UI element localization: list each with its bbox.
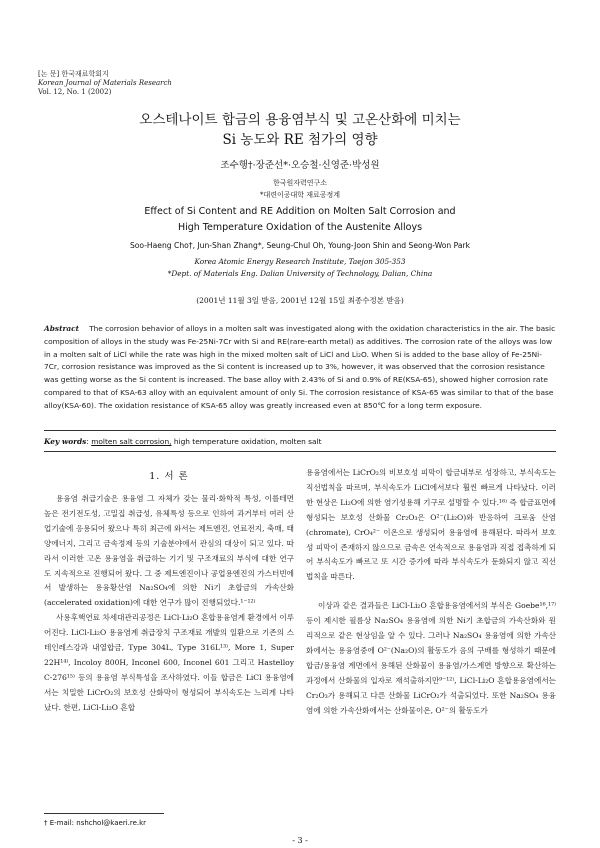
korean-title-line2: Si 농도와 RE 첨가의 영향 — [222, 132, 378, 148]
english-affiliation-1: Korea Atomic Energy Research Institute, Taejon 305-353 — [194, 257, 406, 266]
right-column — [306, 466, 556, 719]
keywords-rest: high temperature oxidation, molten salt — [171, 437, 322, 446]
korean-affiliation-1: 한국원자력연구소 — [272, 179, 328, 187]
korean-affiliation-2: *대련이공대학 재료공정계 — [259, 191, 341, 199]
received-dates: (2001년 11월 3일 받음, 2001년 12월 15일 최종수정본 받음) — [196, 296, 404, 305]
left-column — [44, 492, 294, 716]
page-number: - 3 - — [292, 836, 308, 845]
journal-volume: Vol. 12, No. 1 (2002) — [38, 88, 112, 96]
intro-paragraph-1: 용융염 취급기술은 용융염 그 자체가 갖는 물리·화학적 특성, 이를테면 높은 전기전도성, 고밀집 취급성, 유체특성 등으로 인하여 과거부터 여러 산업기술에 응용되어 왔으나 특히 최근에 와서는 제트엔진, 연료전지, 축매, 태양에너지, 그리고 금속정제 등의 기술분야에서 관심의 대상이 되고 있다. 따라서 이러한 고온 용융염을 취급하는 기기 및 구조재료의 부식에 대한 연구도 지속적으로 진행되어 왔다. 그 중 제트엔진이나 공업용엔진의 가스터빈에서 발생하는 용융황산염 Na₂SO₄에 의한 Ni기 초합금의 가속산화(accelerated oxidation)에 대한 연구가 많이 진행되었다.¹⁻¹²⁾ — [44, 494, 294, 608]
keywords-label: Key words — [44, 437, 87, 446]
intro-paragraph-4: 이상과 같은 결과들은 LiCl-Li₂O 혼합용융염에서의 부식은 Goebe¹⁶,¹⁷⁾ 등이 제시한 필름상 Na₂SO₄ 용융염에 의한 Ni기 초합금의 가속산화와 원리적으로 같은 현상임을 알 수 있다. 그러나 Na₂SO₄ 용융염에 의한 가속산화에서는 용융염중에 O²⁻(Na₂O)의 활동도가 음의 구배를 형성하기 때문에 합금/용융염 계면에서 용해된 산화물이 용융염/가스계면 방향으로 확산하는 과정에서 산화물의 입자로 재석출하지만⁹⁻¹²⁾, LiCl-Li₂O 혼합용융염에서는 Cr₂O₃가 용해되고 다른 산화물 LiCrO₂가 석출되었다. 또한 Na₂SO₄ 용융염에 의한 가속산화에서는 산화물이온, O²⁻의 활동도가 — [306, 601, 556, 715]
english-affiliation-2: *Dept. of Materials Eng. Dalian University of Technology, Dalian, China — [167, 269, 433, 278]
keywords-top-rule — [44, 430, 556, 431]
english-title-line1: Effect of Si Content and RE Addition on Molten Salt Corrosion and — [144, 206, 456, 217]
korean-title-line1: 오스테나이트 합금의 용융염부식 및 고온산화에 미치는 — [139, 112, 461, 128]
abstract-label: Abstract — [44, 324, 80, 333]
keywords-colon: : — [86, 437, 92, 446]
journal-header-english: Korean Journal of Materials Research — [38, 79, 172, 87]
footnote-email: † E-mail: nshchol@kaeri.re.kr — [44, 819, 147, 827]
journal-header-korean: [논 문] 한국재료학회지 — [38, 70, 109, 78]
footnote-rule — [44, 813, 164, 814]
english-authors: Soo-Haeng Cho†, Jun-Shan Zhang*, Seung-Chul Oh, Young-Joon Shin and Seong-Won Park — [129, 241, 471, 250]
abstract — [44, 323, 556, 413]
keywords — [44, 437, 556, 446]
korean-authors: 조수행†·장준선*·오승철·신영준·박성원 — [220, 160, 380, 171]
keywords-underlined: molten salt corrosion, — [91, 437, 172, 446]
intro-paragraph-3: 용융염에서는 LiCrO₂의 비보호성 피막이 합금내부로 성장하고, 부식속도는 직선법칙을 따르며, 부식속도가 LiCl에서보다 훨씬 빠르게 나타났다. 이러한 현상은 Li₂O에 의한 염기성용해 기구로 설명할 수 있다.¹⁶⁾ 즉 합금표면에 형성되는 보호성 산화물 Cr₂O₃은 O²⁻(Li₂O)와 반응하여 크로움 산염(chromate), CrO₄²⁻ 이온으로 생성되어 용융염에 용해된다. 따라서 보호성 피막이 존재하지 않으므로 금속은 연속적으로 용융염과 직접 접촉하게 되어 부식속도가 빠르고 또 시간 증가에 따라 부식속도가 둔화되지 않고 직선법칙을 따른다. — [306, 468, 556, 582]
journal-header — [38, 70, 172, 97]
section-heading-introduction: 1. 서 론 — [149, 471, 189, 482]
intro-paragraph-2: 사용후핵연료 차세대관리공정은 LiCl-Li₂O 혼합용융염계 환경에서 이루어진다. LiCl-Li₂O 용융염계 취급장치 구조재료 개발의 일환으로 기존의 스테인레스강과 내열합금, Type 304L, Type 316L¹³⁾, More 1, Super 22H¹⁴⁾, Incoloy 800H, Inconel 600, Inconel 601 그리고 Hastelloy C-276¹⁵⁾ 등의 용융염 부식특성을 조사하였다. 이들 합금은 LiCl 용융염에서는 치밀한 LiCrO₂의 보호성 산화막이 형성되어 부식속도는 느리게 나타났다. 한편, LiCl-Li₂O 혼합 — [44, 613, 294, 712]
keywords-bottom-rule — [44, 451, 556, 452]
english-title-line2: High Temperature Oxidation of the Austenite Alloys — [177, 222, 423, 233]
abstract-text: The corrosion behavior of alloys in a molten salt was investigated along with the oxidation characteristics in the air. The basic composition of alloys in the study was Fe-25Ni-7Cr with Si and RE(rare-earth metal) as additives. The corrosion rate of the alloys was low in a molten salt of LiCl while the rate was high in the mixed molten salt of LiCl and Li₂O. When Si is added to the base alloy of Fe-25Ni-7Cr, corrosion resistance was improved as the Si content is increased up to 3%, however, it was observed that the corrosion resistance was getting worse as the Si content is increased. The base alloy with 2.43% of Si and 0.9% of RE(KSA-65), showed higher corrosion rate compared to that of KSA-63 alloy with an equivalent amount of only Si. The corrosion resistance of KSA-65 was similar to that of the base alloy(KSA-60). The oxidation resistance of KSA-65 alloy was greatly increased even at 850℃ for a long term exposure. — [44, 324, 556, 410]
